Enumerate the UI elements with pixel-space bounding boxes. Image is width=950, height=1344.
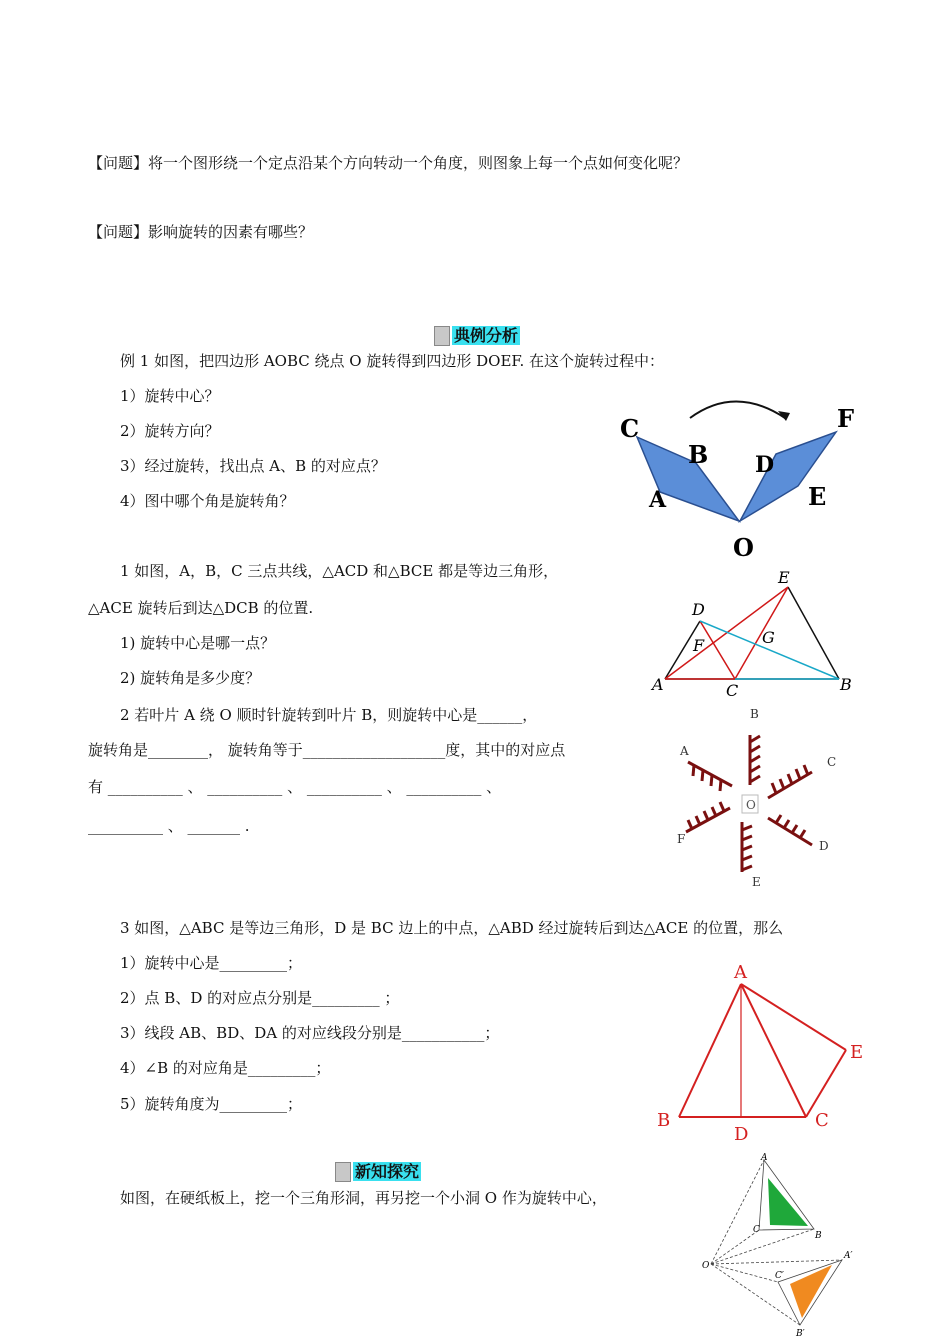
problem3-item: 5）旋转角度为_________；: [120, 1095, 303, 1113]
example1-item: 3）经过旋转，找出点 A、B 的对应点？: [120, 457, 386, 475]
fig1-label-f: F: [837, 404, 855, 433]
fig5-label-b: B: [815, 1231, 822, 1241]
fig4-label-b: B: [657, 1110, 671, 1131]
problem1-line1: 1 如图，A，B，C 三点共线，△ACD 和△BCE 都是等边三角形，: [120, 562, 559, 580]
fig3-label-f: F: [677, 832, 686, 846]
fig5-label-b-prime: B′: [796, 1329, 805, 1339]
fig4-label-a: A: [734, 962, 747, 983]
fig1-label-c: C: [620, 414, 640, 443]
equilateral-triangles-figure: [645, 565, 860, 705]
problem2-line3: 有 __________ 、 __________ 、 __________ 、 __________ 、: [88, 778, 502, 796]
question-2: 【问题】影响旋转的因素有哪些？: [88, 223, 314, 241]
equilateral-rotation-figure: [650, 955, 870, 1145]
fig4-label-c: C: [815, 1110, 829, 1131]
fig4-label-d: D: [734, 1124, 749, 1145]
fig3-label-b: B: [750, 707, 759, 721]
problem3-intro: 3 如图，△ABC 是等边三角形，D 是 BC 边上的中点，△ABD 经过旋转后到达△ACE 的位置，那么: [120, 919, 784, 937]
fig4-label-e: E: [850, 1042, 864, 1063]
section-marker: [335, 1162, 351, 1182]
example1-item: 4）图中哪个角是旋转角？: [120, 492, 295, 510]
problem1-line2: △ACE 旋转后到达△DCB 的位置.: [88, 599, 314, 617]
fig5-label-c-prime: C′: [775, 1271, 784, 1281]
fig2-label-c: C: [726, 681, 739, 700]
fig1-label-a: A: [649, 487, 667, 513]
section-title-examples: 典例分析: [430, 326, 524, 346]
problem3-item: 4）∠B 的对应角是_________；: [120, 1059, 331, 1077]
rotating-blades-figure: [670, 700, 850, 895]
problem2-line4: __________ 、 _______ .: [88, 817, 250, 835]
fig3-label-o: O: [746, 798, 756, 812]
fig1-label-b: B: [688, 440, 709, 469]
problem3-item: 2）点 B、D 的对应点分别是_________ ；: [120, 989, 400, 1007]
fig3-label-d: D: [819, 839, 829, 853]
fig5-label-o: O: [702, 1261, 710, 1271]
fig5-label-a: A: [761, 1153, 768, 1163]
example1-intro: 例 1 如图，把四边形 AOBC 绕点 O 旋转得到四边形 DOEF. 在这个旋转过程中：: [120, 352, 665, 370]
fig3-label-a: A: [680, 744, 689, 758]
fig3-label-e: E: [752, 875, 761, 889]
explore-text: 如图，在硬纸板上，挖一个三角形洞，再另挖一个小洞 O 作为旋转中心，: [120, 1189, 607, 1207]
cardboard-rotation-figure: [700, 1150, 860, 1344]
problem3-item: 3）线段 AB、BD、DA 的对应线段分别是___________；: [120, 1024, 500, 1042]
fig2-label-f: F: [693, 636, 705, 655]
example1-item: 2）旋转方向？: [120, 422, 220, 440]
section-title-explore: 新知探究: [331, 1162, 425, 1182]
problem2-line1: 2 若叶片 A 绕 O 顺时针旋转到叶片 B，则旋转中心是______，: [120, 706, 538, 724]
fig2-label-d: D: [692, 600, 705, 619]
fig5-label-a-prime: A′: [844, 1251, 853, 1261]
section-marker: [434, 326, 450, 346]
fig2-label-b: B: [840, 675, 852, 694]
fig2-label-a: A: [652, 675, 664, 694]
fig1-label-d: D: [755, 452, 775, 478]
problem2-line2: 旋转角是________， 旋转角等于___________________度，其中的对应点: [88, 741, 566, 759]
rotation-quadrilateral-figure: [610, 390, 870, 560]
fig2-label-g: G: [762, 628, 775, 647]
problem1-item: 1) 旋转中心是哪一点？: [120, 634, 276, 652]
fig1-label-e: E: [808, 482, 827, 511]
fig5-label-c: C: [753, 1225, 760, 1235]
fig1-label-o: O: [733, 533, 754, 562]
fig3-label-c: C: [827, 755, 837, 769]
question-1: 【问题】将一个图形绕一个定点沿某个方向转动一个角度，则图象上每一个点如何变化呢？: [88, 154, 689, 172]
example1-item: 1）旋转中心？: [120, 387, 220, 405]
problem1-item: 2) 旋转角是多少度？: [120, 669, 261, 687]
problem3-item: 1）旋转中心是_________；: [120, 954, 303, 972]
fig2-label-e: E: [778, 568, 790, 587]
